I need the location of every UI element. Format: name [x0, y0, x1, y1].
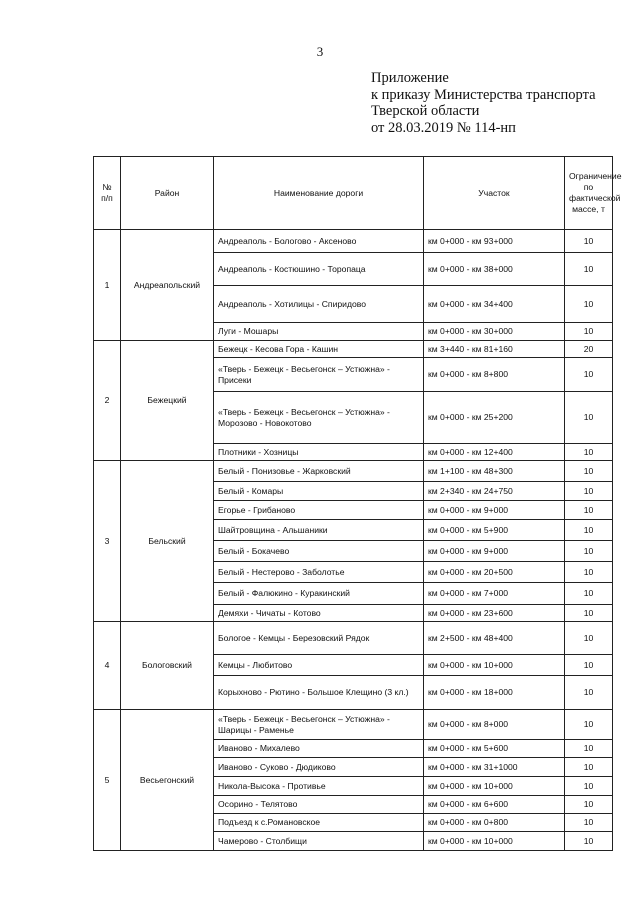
header-line-1: Приложение: [371, 70, 449, 86]
segment-cell: км 0+000 - км 10+000: [424, 832, 565, 851]
segment-cell: км 0+000 - км 8+800: [424, 358, 565, 392]
road-name-cell: Андреаполь - Костюшино - Торопаца: [214, 253, 424, 286]
road-name-cell: Белый - Бокачево: [214, 541, 424, 562]
segment-cell: км 0+000 - км 12+400: [424, 444, 565, 461]
road-name-cell: Иваново - Михалево: [214, 740, 424, 758]
road-name-cell: Бежецк - Кесова Гора - Кашин: [214, 341, 424, 358]
weight-limit-cell: 10: [565, 740, 613, 758]
road-name-cell: Андреаполь - Хотилицы - Спиридово: [214, 286, 424, 323]
road-name-cell: Подъезд к с.Романовское: [214, 814, 424, 832]
weight-limit-cell: 10: [565, 777, 613, 796]
district-cell: Бологовский: [121, 622, 214, 710]
road-name-cell: Корыхново - Рютино - Большое Клещино (3 кл.): [214, 676, 424, 710]
weight-limit-cell: 10: [565, 622, 613, 655]
road-name-cell: Белый - Нестерово - Заболотье: [214, 562, 424, 583]
road-name-cell: Белый - Понизовье - Жарковский: [214, 461, 424, 482]
table-row: [94, 230, 613, 253]
road-name-cell: Егорье - Грибаново: [214, 501, 424, 520]
road-name-cell: Андреаполь - Бологово - Аксеново: [214, 230, 424, 253]
segment-cell: км 0+000 - км 10+000: [424, 777, 565, 796]
road-name-cell: Луги - Мошары: [214, 323, 424, 341]
road-name-cell: Бологое - Кемцы - Березовский Рядок: [214, 622, 424, 655]
row-number: 5: [94, 710, 121, 851]
segment-cell: км 1+100 - км 48+300: [424, 461, 565, 482]
segment-cell: км 0+000 - км 9+000: [424, 541, 565, 562]
district-cell: Весьегонский: [121, 710, 214, 851]
header-line-3: Тверской области: [371, 103, 480, 119]
road-name-cell: Плотники - Хозницы: [214, 444, 424, 461]
road-name-cell: Осорино - Телятово: [214, 796, 424, 814]
weight-limit-cell: 10: [565, 758, 613, 777]
weight-limit-cell: 10: [565, 832, 613, 851]
road-name-cell: Белый - Фалюкино - Куракинский: [214, 583, 424, 605]
weight-limit-cell: 10: [565, 796, 613, 814]
header-line-4: от 28.03.2019 № 114-нп: [371, 119, 516, 136]
table-header-row: [94, 157, 613, 230]
segment-cell: км 0+000 - км 30+000: [424, 323, 565, 341]
header-district: Район: [121, 157, 214, 230]
segment-cell: км 2+500 - км 48+400: [424, 622, 565, 655]
weight-limit-cell: 10: [565, 392, 613, 444]
weight-limit-cell: 10: [565, 501, 613, 520]
weight-limit-cell: 10: [565, 253, 613, 286]
weight-limit-cell: 10: [565, 583, 613, 605]
weight-limit-cell: 10: [565, 562, 613, 583]
weight-limit-cell: 20: [565, 341, 613, 358]
district-cell: Бельский: [121, 461, 214, 622]
header-line-2: к приказу Министерства транспорта: [371, 86, 596, 103]
table-row: [94, 710, 613, 740]
weight-limit-cell: 10: [565, 605, 613, 622]
segment-cell: км 0+000 - км 6+600: [424, 796, 565, 814]
road-name-cell: Демяхи - Чичаты - Котово: [214, 605, 424, 622]
segment-cell: км 0+000 - км 5+900: [424, 520, 565, 541]
segment-cell: км 2+340 - км 24+750: [424, 482, 565, 501]
weight-limit-cell: 10: [565, 710, 613, 740]
weight-limit-cell: 10: [565, 230, 613, 253]
weight-limit-cell: 10: [565, 676, 613, 710]
segment-cell: км 0+000 - км 5+600: [424, 740, 565, 758]
segment-cell: км 0+000 - км 23+600: [424, 605, 565, 622]
row-number: 2: [94, 341, 121, 461]
segment-cell: км 0+000 - км 20+500: [424, 562, 565, 583]
weight-limit-cell: 10: [565, 482, 613, 501]
segment-cell: км 0+000 - км 38+000: [424, 253, 565, 286]
road-name-cell: Кемцы - Любитово: [214, 655, 424, 676]
weight-limit-cell: 10: [565, 655, 613, 676]
segment-cell: км 0+000 - км 9+000: [424, 501, 565, 520]
table-row: [94, 341, 613, 358]
segment-cell: км 0+000 - км 25+200: [424, 392, 565, 444]
road-name-cell: Иваново - Суково - Дюдиково: [214, 758, 424, 777]
weight-limit-cell: 10: [565, 323, 613, 341]
weight-limit-cell: 10: [565, 814, 613, 832]
header-segment: Участок: [424, 157, 565, 230]
weight-limit-cell: 10: [565, 520, 613, 541]
header-road-name: Наименование дороги: [214, 157, 424, 230]
header-number: № п/п: [94, 157, 121, 230]
segment-cell: км 0+000 - км 0+800: [424, 814, 565, 832]
weight-limit-cell: 10: [565, 541, 613, 562]
weight-limit-cell: 10: [565, 461, 613, 482]
table-row: [94, 622, 613, 655]
road-name-cell: Шайтровщина - Альшаники: [214, 520, 424, 541]
segment-cell: км 0+000 - км 10+000: [424, 655, 565, 676]
road-name-cell: Чамерово - Столбищи: [214, 832, 424, 851]
roads-table: [93, 156, 622, 851]
header-weight-limit: Ограничение по фактической массе, т: [565, 157, 613, 230]
row-number: 4: [94, 622, 121, 710]
segment-cell: км 0+000 - км 8+000: [424, 710, 565, 740]
table-row: [94, 461, 613, 482]
row-number: 1: [94, 230, 121, 341]
road-name-cell: Белый - Комары: [214, 482, 424, 501]
segment-cell: км 3+440 - км 81+160: [424, 341, 565, 358]
weight-limit-cell: 10: [565, 358, 613, 392]
segment-cell: км 0+000 - км 93+000: [424, 230, 565, 253]
road-name-cell: «Тверь - Бежецк - Весьегонск – Устюжна» - Морозово - Новокотово: [214, 392, 424, 444]
segment-cell: км 0+000 - км 31+1000: [424, 758, 565, 777]
document-header: [371, 70, 596, 136]
road-name-cell: «Тверь - Бежецк - Весьегонск – Устюжна» - Шарицы - Раменье: [214, 710, 424, 740]
road-name-cell: «Тверь - Бежецк - Весьегонск – Устюжна» - Присеки: [214, 358, 424, 392]
weight-limit-cell: 10: [565, 286, 613, 323]
segment-cell: км 0+000 - км 34+400: [424, 286, 565, 323]
road-name-cell: Никола-Высока - Противье: [214, 777, 424, 796]
row-number: 3: [94, 461, 121, 622]
district-cell: Бежецкий: [121, 341, 214, 461]
segment-cell: км 0+000 - км 18+000: [424, 676, 565, 710]
page-number: 3: [316, 44, 324, 59]
segment-cell: км 0+000 - км 7+000: [424, 583, 565, 605]
weight-limit-cell: 10: [565, 444, 613, 461]
district-cell: Андреапольский: [121, 230, 214, 341]
